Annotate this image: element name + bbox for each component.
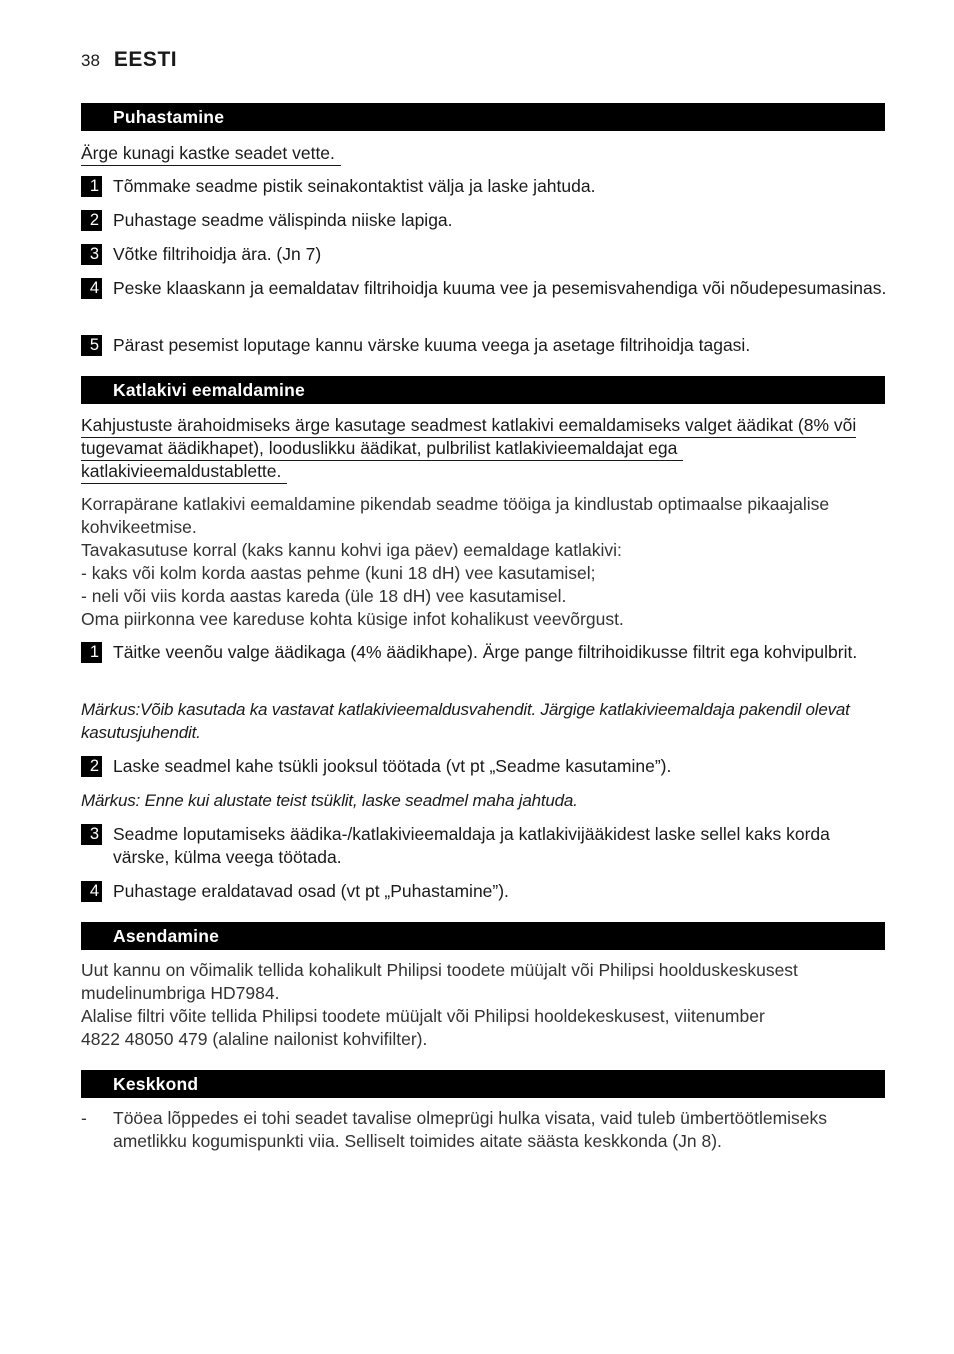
descaling-step-3 [81, 823, 887, 869]
replacement-text [81, 959, 887, 1051]
section-heading-environment: Keskkond [81, 1070, 885, 1098]
cleaning-step-2 [81, 209, 887, 232]
step-number-badge: 2 [81, 210, 102, 231]
cleaning-warning-text: Ärge kunagi kastke seadet vette. [81, 142, 341, 166]
page-header [81, 48, 177, 74]
language-heading: EESTI [113, 48, 178, 71]
cleaning-warning [81, 142, 887, 165]
descaling-warning-line: katlakivieemaldustablette. [81, 460, 287, 484]
cleaning-step-5 [81, 334, 887, 357]
cleaning-step-1 [81, 175, 887, 198]
list-dash: - [81, 1108, 87, 1128]
step-number-badge: 1 [81, 642, 102, 663]
intro-line: Oma piirkonna vee kareduse kohta küsige infot kohalikust veevõrgust. [81, 609, 624, 629]
environment-item [81, 1107, 887, 1153]
page-number: 38 [81, 51, 100, 70]
intro-line: - kaks või kolm korda aastas pehme (kuni 18 dH) vee kasutamisel; [81, 563, 596, 583]
replacement-line: 4822 48050 479 (alaline nailonist kohvifilter). [81, 1029, 428, 1049]
intro-line: kohvikeetmise. [81, 517, 197, 537]
descaling-intro [81, 493, 887, 631]
step-text: Seadme loputamiseks äädika-/katlakivieemaldaja ja katlakivijääkidest laske sellel kaks korda värske, külma veega töötada. [113, 824, 830, 867]
step-number-badge: 2 [81, 756, 102, 777]
descaling-warning-line: Kahjustuste ärahoidmiseks ärge kasutage seadmest katlakivi eemaldamiseks valget äädikat (8% või [81, 414, 856, 438]
intro-line: Tavakasutuse korral (kaks kannu kohvi iga päev) eemaldage katlakivi: [81, 540, 622, 560]
step-number-badge: 4 [81, 278, 102, 299]
replacement-line: Uut kannu on võimalik tellida kohalikult Philipsi toodete müüjalt või Philipsi hoolduskeskusest [81, 960, 798, 980]
descaling-warning-line: tugevamat äädikhapet), looduslikku äädikat, pulbrilist katlakivieemaldajat ega [81, 437, 683, 461]
descaling-step-4 [81, 880, 887, 903]
descaling-note-2: Märkus: Enne kui alustate teist tsüklit, laske seadmel maha jahtuda. [81, 791, 578, 810]
replacement-line: Alalise filtri võite tellida Philipsi toodete müüjalt või Philipsi hooldekeskusest, viitenumber [81, 1006, 765, 1026]
step-text: Võtke filtrihoidja ära. (Jn 7) [113, 244, 322, 264]
step-text: Puhastage eraldatavad osad (vt pt „Puhastamine”). [113, 881, 509, 901]
section-heading-descaling: Katlakivi eemaldamine [81, 376, 885, 404]
descaling-step-2 [81, 755, 887, 778]
step-text: Peske klaaskann ja eemaldatav filtrihoidja kuuma vee ja pesemisvahendiga või nõudepesumasinas. [113, 278, 887, 298]
cleaning-step-4 [81, 277, 887, 300]
cleaning-step-3 [81, 243, 887, 266]
intro-line: Korrapärane katlakivi eemaldamine pikendab seadme tööiga ja kindlustab optimaalse pikaajalise [81, 494, 830, 514]
environment-item-text: Tööea lõppedes ei tohi seadet tavalise olmeprügi hulka visata, vaid tuleb ümbertöötlemiseks ametlikku kogumispunkti viia. Selliselt toimides aitate säästa keskkonda (Jn 8). [113, 1108, 828, 1151]
step-text: Pärast pesemist loputage kannu värske kuuma veega ja asetage filtrihoidja tagasi. [113, 335, 751, 355]
replacement-line: mudelinumbriga HD7984. [81, 983, 280, 1003]
section-heading-cleaning: Puhastamine [81, 103, 885, 131]
step-number-badge: 1 [81, 176, 102, 197]
descaling-note-1: Märkus:Võib kasutada ka vastavat katlakivieemaldusvahendit. Järgige katlakivieemaldaja pakendil olevat kasutusjuhendit. [81, 700, 850, 742]
descaling-warning [81, 414, 887, 483]
step-number-badge: 3 [81, 244, 102, 265]
step-number-badge: 4 [81, 881, 102, 902]
section-heading-replacement: Asendamine [81, 922, 885, 950]
step-number-badge: 3 [81, 824, 102, 845]
step-text: Täitke veenõu valge äädikaga (4% äädikhape). Ärge pange filtrihoidikusse filtrit ega kohvipulbrit. [113, 642, 858, 662]
step-text: Puhastage seadme välispinda niiske lapiga. [113, 210, 453, 230]
intro-line: - neli või viis korda aastas kareda (üle 18 dH) vee kasutamisel. [81, 586, 567, 606]
step-number-badge: 5 [81, 335, 102, 356]
step-text: Laske seadmel kahe tsükli jooksul töötada (vt pt „Seadme kasutamine”). [113, 756, 672, 776]
descaling-step-1 [81, 641, 887, 664]
step-text: Tõmmake seadme pistik seinakontaktist välja ja laske jahtuda. [113, 176, 596, 196]
